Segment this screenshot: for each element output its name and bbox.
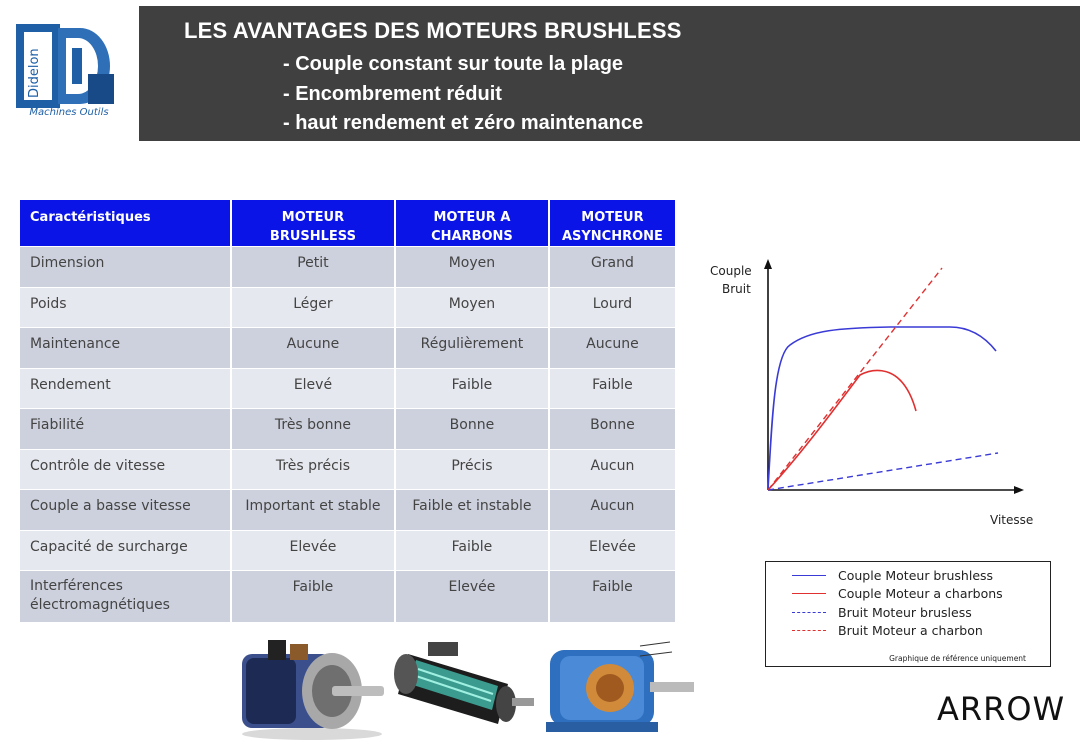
brushless-motor-image bbox=[232, 636, 388, 742]
legend-swatch bbox=[792, 630, 826, 631]
legend-label: Couple Moteur brushless bbox=[838, 568, 994, 583]
table-row bbox=[20, 449, 677, 490]
table-row bbox=[20, 287, 677, 328]
legend-swatch bbox=[792, 593, 826, 594]
torque-noise-chart bbox=[700, 255, 1040, 535]
y-axis-label-couple: Couple bbox=[710, 264, 752, 278]
row-label: Poids bbox=[20, 287, 232, 328]
table-cell: Très précis bbox=[232, 449, 396, 490]
brushed-motor-image bbox=[388, 634, 538, 734]
table-row bbox=[20, 570, 677, 622]
comparison-table bbox=[20, 200, 677, 622]
table-cell: Important et stable bbox=[232, 489, 396, 530]
legend-label: Bruit Moteur brusless bbox=[838, 605, 972, 620]
row-label: Capacité de surcharge bbox=[20, 530, 232, 571]
row-label: Couple a basse vitesse bbox=[20, 489, 232, 530]
legend-item bbox=[792, 623, 983, 638]
table-cell: Précis bbox=[396, 449, 550, 490]
row-label: Fiabilité bbox=[20, 408, 232, 449]
legend-swatch bbox=[792, 575, 826, 576]
row-label: Maintenance bbox=[20, 327, 232, 368]
logo-text: Didelon bbox=[27, 48, 42, 98]
table-row bbox=[20, 489, 677, 530]
legend-label: Couple Moteur a charbons bbox=[838, 586, 1003, 601]
table-cell: Aucun bbox=[550, 489, 677, 530]
table-cell: Faible bbox=[232, 570, 396, 622]
table-cell: Aucune bbox=[232, 327, 396, 368]
y-axis-label-bruit: Bruit bbox=[722, 282, 751, 296]
table-cell: Léger bbox=[232, 287, 396, 328]
column-header: MOTEUR ASYNCHRONE bbox=[550, 200, 677, 246]
logo-subtitle: Machines Outils bbox=[29, 107, 109, 118]
series-couple-charbons bbox=[768, 370, 916, 490]
table-row bbox=[20, 368, 677, 409]
column-header: MOTEUR BRUSHLESS bbox=[232, 200, 396, 246]
table-header-row bbox=[20, 200, 677, 246]
row-label: Interférences électromagnétiques bbox=[20, 570, 232, 622]
legend-item bbox=[792, 586, 1003, 601]
chart-legend bbox=[765, 561, 1051, 667]
table-cell: Petit bbox=[232, 246, 396, 287]
column-header: MOTEUR A CHARBONS bbox=[396, 200, 550, 246]
table-cell: Faible bbox=[550, 570, 677, 622]
advantages-list bbox=[283, 50, 643, 139]
table-cell: Elevée bbox=[396, 570, 550, 622]
legend-item bbox=[792, 568, 993, 583]
series-couple-brushless bbox=[768, 327, 996, 490]
row-label: Contrôle de vitesse bbox=[20, 449, 232, 490]
page-title: LES AVANTAGES DES MOTEURS BRUSHLESS bbox=[184, 18, 682, 43]
series-bruit-brushless bbox=[768, 453, 998, 490]
table-cell: Elevée bbox=[550, 530, 677, 571]
chart-note: Graphique de référence uniquement bbox=[889, 654, 1026, 663]
arrow-logo: ARROW bbox=[937, 690, 1066, 728]
advantage-item: - haut rendement et zéro maintenance bbox=[283, 112, 644, 134]
series-bruit-charbon bbox=[768, 268, 942, 490]
table-row bbox=[20, 327, 677, 368]
table-cell: Faible bbox=[396, 368, 550, 409]
table-body bbox=[20, 246, 677, 622]
table-cell: Moyen bbox=[396, 287, 550, 328]
table-cell: Faible bbox=[396, 530, 550, 571]
x-axis-label: Vitesse bbox=[990, 513, 1034, 527]
table-cell: Faible bbox=[550, 368, 677, 409]
legend-item bbox=[792, 605, 972, 620]
table-cell: Bonne bbox=[396, 408, 550, 449]
table-cell: Elevée bbox=[232, 530, 396, 571]
table-cell: Aucune bbox=[550, 327, 677, 368]
table-row bbox=[20, 246, 677, 287]
table-cell: Régulièrement bbox=[396, 327, 550, 368]
legend-swatch bbox=[792, 612, 826, 613]
table-row bbox=[20, 530, 677, 571]
table-cell: Moyen bbox=[396, 246, 550, 287]
x-axis-arrow bbox=[1014, 486, 1024, 494]
table-cell: Lourd bbox=[550, 287, 677, 328]
table-cell: Elevé bbox=[232, 368, 396, 409]
table-cell: Aucun bbox=[550, 449, 677, 490]
column-header: Caractéristiques bbox=[20, 200, 232, 246]
row-label: Dimension bbox=[20, 246, 232, 287]
title-banner bbox=[139, 6, 1080, 141]
table-cell: Bonne bbox=[550, 408, 677, 449]
asynchronous-motor-image bbox=[540, 636, 698, 742]
advantage-item: - Couple constant sur toute la plage bbox=[283, 53, 624, 75]
table-row bbox=[20, 408, 677, 449]
table-cell: Faible et instable bbox=[396, 489, 550, 530]
y-axis-arrow bbox=[764, 259, 772, 269]
row-label: Rendement bbox=[20, 368, 232, 409]
advantage-item: - Encombrement réduit bbox=[283, 82, 502, 105]
table-cell: Très bonne bbox=[232, 408, 396, 449]
table-cell: Grand bbox=[550, 246, 677, 287]
legend-label: Bruit Moteur a charbon bbox=[838, 623, 983, 638]
